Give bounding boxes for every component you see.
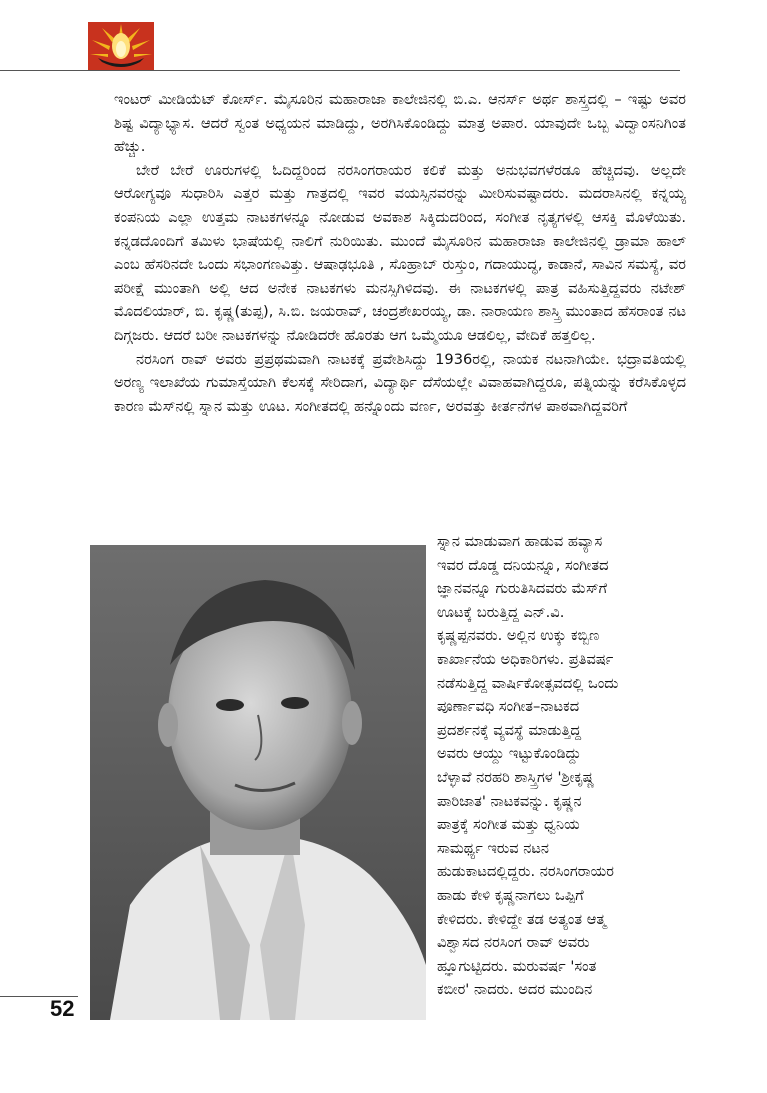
text-line: ಅವರು ಆಯ್ದು ಇಟ್ಟುಕೊಂಡಿದ್ದು [437, 745, 582, 763]
text-line: ನಡೆಸುತ್ತಿದ್ದ ವಾರ್ಷಿಕೋತ್ಸವದಲ್ಲಿ ಒಂದು [437, 674, 619, 692]
text-line: ಹುಡುಕಾಟದಲ್ಲಿದ್ದರು. ನರಸಿಂಗರಾಯರ [437, 863, 614, 881]
text-line: ಇವರ ದೊಡ್ಡ ದನಿಯನ್ನೂ, ಸಂಗೀತದ [437, 556, 609, 574]
wrapped-column-text [437, 530, 687, 1002]
text-line: ಜ್ಞಾನವನ್ನೂ ಗುರುತಿಸಿದವರು ಮೆಸ್‌ಗೆ [437, 580, 608, 598]
paragraph: ಇಂಟರ್ ಮೀಡಿಯೆಟ್ ಕೋರ್ಸ್. ಮೈಸೂರಿನ ಮಹಾರಾಜಾ ಕಾಲೇಜಿನಲ್ಲಿ ಬಿ.ಎ. ಆನರ್ಸ್ ಅರ್ಥ ಶಾಸ್ತ್ರದಲ್ಲಿ – ಇಷ್ಟು ಅವರ ಶಿಷ್ಟ ವಿದ್ಯಾಭ್ಯಾಸ. ಆದರೆ ಸ್ವಂತ ಅಧ್ಯಯನ ಮಾಡಿದ್ದು, ಅರಗಿಸಿಕೊಂಡಿದ್ದು ಮಾತ್ರ ಅಪಾರ. ಯಾವುದೇ ಒಬ್ಬ ವಿದ್ವಾಂಸನಿಗಿಂತ ಹೆಚ್ಚು. [114, 91, 686, 156]
text-line: ಕಬೀರ' ನಾದರು. ಅದರ ಮುಂದಿನ [437, 981, 593, 999]
paragraph: ಬೇರೆ ಬೇರೆ ಊರುಗಳಲ್ಲಿ ಓದಿದ್ದರಿಂದ ನರಸಿಂಗರಾಯರ ಕಲಿಕೆ ಮತ್ತು ಅನುಭವಗಳೆರಡೂ ಹೆಚ್ಚಿದವು. ಅಲ್ಲದೇ ಆರೋಗ್ಯವೂ ಸುಧಾರಿಸಿ ಎತ್ತರ ಮತ್ತು ಗಾತ್ರದಲ್ಲಿ ಇವರ ವಯಸ್ಸಿನವರನ್ನು ಮೀರಿಸುವಷ್ಟಾದರು. ಮದರಾಸಿನಲ್ಲಿ ಕನ್ನಯ್ಯ ಕಂಪನಿಯ ಎಲ್ಲಾ ಉತ್ತಮ ನಾಟಕಗಳನ್ನೂ ನೋಡುವ ಅವಕಾಶ ಸಿಕ್ಕಿದುದರಿಂದ, ಸಂಗೀತ ನೃತ್ಯಗಳಲ್ಲಿ ಆಸಕ್ತಿ ಮೊಳೆಯಿತು. ಕನ್ನಡದೊಂದಿಗೆ ತಮಿಳು ಭಾಷೆಯಲ್ಲಿ ನಾಲಿಗೆ ನುರಿಯಿತು. ಮುಂದೆ ಮೈಸೂರಿನ ಮಹಾರಾಜಾ ಕಾಲೇಜಿನಲ್ಲಿ ಡ್ರಾಮಾ ಹಾಲ್ ಎಂಬ ಹೆಸರಿನದೇ ಒಂದು ಸಭಾಂಗಣವಿತ್ತು. ಆಷಾಢಭೂತಿ , ಸೊಹ್ರಾಬ್ ರುಸ್ತುಂ, ಗದಾಯುದ್ಧ, ಕಾಡಾನೆ, ಸಾವಿನ ಸಮಸ್ಯೆ, ವರ ಪರೀಕ್ಷೆ ಮುಂತಾಗಿ ಅಲ್ಲಿ ಆದ ಅನೇಕ ನಾಟಕಗಳು ಮನಸ್ಸಿಗಿಳಿದವು. ಈ ನಾಟಕಗಳಲ್ಲಿ ಪಾತ್ರ ವಹಿಸುತ್ತಿದ್ದವರು ನಟೇಶ್ ಮೊದಲಿಯಾರ್, ಬಿ. ಕೃಷ್ಣ(ತುಪ್ಪ), ಸಿ.ಬಿ. ಜಯರಾವ್, ಚಂದ್ರಶೇಖರಯ್ಯ, ಡಾ. ನಾರಾಯಣ ಶಾಸ್ತ್ರಿ ಮುಂತಾದ ಹೆಸರಾಂತ ನಟ ದಿಗ್ಗಜರು. ಆದರೆ ಬರೀ ನಾಟಕಗಳನ್ನು ನೋಡಿದರೇ ಹೊರತು ಆಗ ಒಮ್ಮೆಯೂ ಆಡಲಿಲ್ಲ, ವೇದಿಕೆ ಹತ್ತಲಿಲ್ಲ. [114, 161, 686, 344]
portrait-photo [90, 545, 426, 1020]
text-line: ಸ್ನಾನ ಮಾಡುವಾಗ ಹಾಡುವ ಹವ್ಯಾಸ [437, 533, 603, 550]
text-line: ಪಾರಿಜಾತ' ನಾಟಕವನ್ನು. ಕೃಷ್ಣನ [437, 792, 582, 810]
page-number: 52 [50, 996, 75, 1021]
text-line: ಪ್ರದರ್ಶನಕ್ಕೆ ವ್ಯವಸ್ಥೆ ಮಾಡುತ್ತಿದ್ದ [437, 721, 582, 739]
text-line: ವಿಶ್ವಾಸದ ನರಸಿಂಗ ರಾವ್ ಅವರು [437, 934, 590, 952]
text-line: ಬೆಳ್ಳಾವೆ ನರಹರಿ ಶಾಸ್ತ್ರಿಗಳ 'ಶ್ರೀಕೃಷ್ಣ [437, 768, 595, 786]
text-line: ಕೇಳಿದರು. ಕೇಳಿದ್ದೇ ತಡ ಅತ್ಯಂತ ಆತ್ಮ [437, 910, 607, 928]
body-text [114, 88, 686, 418]
text-line: ಸಾಮರ್ಥ್ಯ ಇರುವ ನಟನ [437, 839, 550, 857]
text-line: ಪೂರ್ಣಾವಧಿ ಸಂಗೀತ–ನಾಟಕದ [437, 698, 580, 716]
text-line: ಊಟಕ್ಕೆ ಬರುತ್ತಿದ್ದ ಎನ್.ವಿ. [437, 603, 565, 621]
lamp-logo [88, 22, 154, 70]
text-line: ಪಾತ್ರಕ್ಕೆ ಸಂಗೀತ ಮತ್ತು ಧ್ವನಿಯ [437, 816, 580, 834]
text-line: ಹಾಡು ಕೇಳಿ ಕೃಷ್ಣನಾಗಲು ಒಪ್ಪಿಗೆ [437, 886, 584, 904]
lamp-icon [88, 22, 154, 70]
header-rule [0, 70, 680, 71]
text-line: ಕೃಷ್ಣಪ್ಪನವರು. ಅಲ್ಲಿನ ಉಕ್ಕು ಕಬ್ಬಿಣ [437, 627, 600, 645]
text-line: ಹ್ಞೂಗುಟ್ಟಿದರು. ಮರುವರ್ಷ 'ಸಂತ [437, 957, 597, 975]
text-line: ಕಾರ್ಖಾನೆಯ ಅಧಿಕಾರಿಗಳು. ಪ್ರತಿವರ್ಷ [437, 650, 614, 668]
paragraph: ನರಸಿಂಗ ರಾವ್ ಅವರು ಪ್ರಪ್ರಥಮವಾಗಿ ನಾಟಕಕ್ಕೆ ಪ್ರವೇಶಿಸಿದ್ದು 1936ರಲ್ಲಿ, ನಾಯಕ ನಟನಾಗಿಯೇ. ಭದ್ರಾವತಿಯಲ್ಲಿ ಅರಣ್ಯ ಇಲಾಖೆಯ ಗುಮಾಸ್ತೆಯಾಗಿ ಕೆಲಸಕ್ಕೆ ಸೇರಿದಾಗ, ವಿದ್ಯಾರ್ಥಿ ದೆಸೆಯಲ್ಲೇ ವಿವಾಹವಾಗಿದ್ದರೂ, ಪತ್ನಿಯನ್ನು ಕರೆಸಿಕೊಳ್ಳದ ಕಾರಣ ಮೆಸ್‌ನಲ್ಲಿ ಸ್ನಾನ ಮತ್ತು ಊಟ. ಸಂಗೀತದಲ್ಲಿ ಹನ್ನೊಂದು ವರ್ಣ, ಅರವತ್ತು ಕೀರ್ತನೆಗಳ ಪಾಠವಾಗಿದ್ದವರಿಗೆ [114, 350, 686, 415]
